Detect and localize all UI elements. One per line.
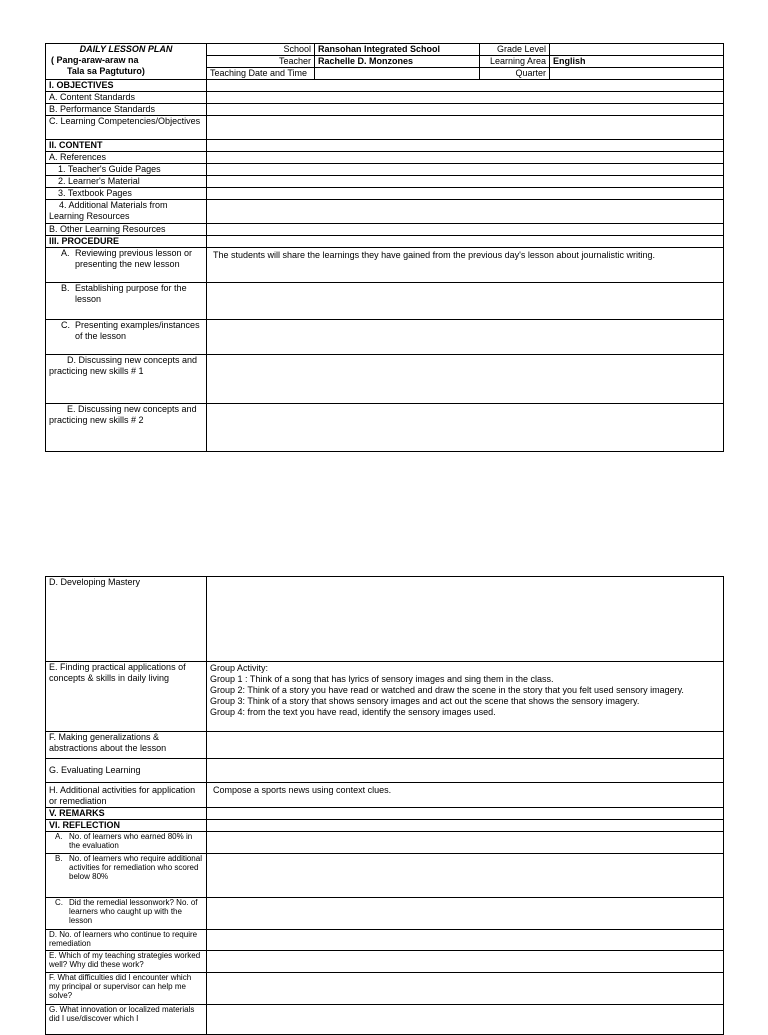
area-value[interactable]: English xyxy=(550,56,724,68)
row-label: B. Other Learning Resources xyxy=(46,224,207,236)
activity-line: Group 1 : Think of a song that has lyrics of sensory images and sing them in the class. xyxy=(210,674,554,684)
lesson-plan-table-page2 xyxy=(45,576,724,1035)
teacher-label: Teacher xyxy=(207,56,315,68)
activity-line: Group 2: Think of a story you have read or watched and draw the scene in the story that you felt used sensory imagery. xyxy=(210,685,684,695)
row-key: B. xyxy=(61,283,70,293)
row-label: A. Content Standards xyxy=(46,92,207,104)
row-value[interactable] xyxy=(207,973,724,1005)
row-key: C. xyxy=(55,898,63,907)
row-value[interactable] xyxy=(207,140,724,152)
row-value[interactable] xyxy=(207,188,724,200)
row-label: II. CONTENT xyxy=(46,140,207,152)
row-key: A. xyxy=(55,832,63,841)
area-label: Learning Area xyxy=(480,56,550,68)
row-key: C. xyxy=(61,320,70,330)
doc-subtitle-2: Tala sa Pagtuturo) xyxy=(67,66,145,76)
row-value[interactable] xyxy=(207,759,724,783)
grade-value[interactable] xyxy=(550,44,724,56)
teacher-value[interactable]: Rachelle D. Monzones xyxy=(315,56,480,68)
quarter-value[interactable] xyxy=(550,68,724,80)
row-label: Did the remedial lessonwork? No. of learners who caught up with the lesson xyxy=(69,898,198,925)
row-value[interactable] xyxy=(207,854,724,898)
row-value[interactable] xyxy=(207,92,724,104)
date-value[interactable] xyxy=(315,68,480,80)
row-label: D. Discussing new concepts and practicing new skills # 1 xyxy=(46,355,207,404)
row-value[interactable] xyxy=(207,577,724,662)
row-value-list[interactable] xyxy=(207,662,724,732)
row-label-cell xyxy=(46,898,207,930)
row-value[interactable] xyxy=(207,898,724,930)
activity-line: Group 4: from the text you have read, identify the sensory images used. xyxy=(210,707,496,717)
row-label: A. References xyxy=(46,152,207,164)
row-label-cell xyxy=(46,854,207,898)
row-label-cell xyxy=(46,283,207,320)
quarter-label: Quarter xyxy=(480,68,550,80)
row-label: D. Developing Mastery xyxy=(46,577,207,662)
row-label: E. Discussing new concepts and practicing new skills # 2 xyxy=(46,404,207,452)
row-label: No. of learners who require additional activities for remediation who scored below 80% xyxy=(69,854,202,881)
header-title-cell xyxy=(46,44,207,80)
row-label: 1. Teacher's Guide Pages xyxy=(46,164,207,176)
grade-label: Grade Level xyxy=(480,44,550,56)
row-label: 3. Textbook Pages xyxy=(46,188,207,200)
row-value[interactable] xyxy=(207,320,724,355)
row-value[interactable] xyxy=(207,732,724,759)
row-value[interactable] xyxy=(207,200,724,224)
row-value[interactable] xyxy=(207,116,724,140)
row-value[interactable] xyxy=(207,236,724,248)
row-value[interactable] xyxy=(207,283,724,320)
row-value[interactable] xyxy=(207,832,724,854)
row-value[interactable] xyxy=(207,808,724,820)
row-key: A. xyxy=(61,248,70,258)
row-label: E. Finding practical applications of concepts & skills in daily living xyxy=(46,662,207,732)
row-value[interactable]: Compose a sports news using context clues. xyxy=(207,783,724,808)
activity-line: Group Activity: xyxy=(210,663,269,673)
row-label: Reviewing previous lesson or presenting the new lesson xyxy=(75,248,193,269)
activity-line: Group 3: Think of a story that shows sensory images and act out the scene that shows the sensory imagery. xyxy=(210,696,640,706)
row-value[interactable] xyxy=(207,404,724,452)
row-label: No. of learners who earned 80% in the evaluation xyxy=(69,832,193,850)
date-label: Teaching Date and Time xyxy=(207,68,315,80)
row-label-cell xyxy=(46,832,207,854)
row-label-cell xyxy=(46,320,207,355)
row-value[interactable] xyxy=(207,176,724,188)
row-label: C. Learning Competencies/Objectives xyxy=(46,116,207,140)
row-label: Presenting examples/instances of the lesson xyxy=(75,320,200,341)
doc-subtitle-1: ( Pang-araw-araw na xyxy=(51,55,139,65)
row-value[interactable]: The students will share the learnings they have gained from the previous day's lesson about journalistic writing. xyxy=(207,248,724,283)
row-label-cell xyxy=(46,248,207,283)
row-label: 2. Learner's Material xyxy=(46,176,207,188)
row-label: D. No. of learners who continue to require remediation xyxy=(46,930,207,951)
row-label: Establishing purpose for the lesson xyxy=(75,283,187,304)
row-label: G. What innovation or localized materials did I use/discover which I xyxy=(46,1005,207,1035)
row-label: F. Making generalizations & abstractions about the lesson xyxy=(46,732,207,759)
lesson-plan-table-page1 xyxy=(45,43,724,452)
row-value[interactable] xyxy=(207,224,724,236)
row-value[interactable] xyxy=(207,104,724,116)
school-label: School xyxy=(207,44,315,56)
row-value[interactable] xyxy=(207,152,724,164)
row-value[interactable] xyxy=(207,930,724,951)
row-label: H. Additional activities for application or remediation xyxy=(46,783,207,808)
doc-title: DAILY LESSON PLAN xyxy=(79,44,173,54)
row-label: E. Which of my teaching strategies worked well? Why did these work? xyxy=(46,951,207,973)
row-value[interactable] xyxy=(207,164,724,176)
school-value[interactable]: Ransohan Integrated School xyxy=(315,44,480,56)
row-key: B. xyxy=(55,854,63,863)
row-value[interactable] xyxy=(207,80,724,92)
row-label: B. Performance Standards xyxy=(46,104,207,116)
row-label: F. What difficulties did I encounter which my principal or supervisor can help me solve? xyxy=(46,973,207,1005)
row-label: III. PROCEDURE xyxy=(46,236,207,248)
row-label: G. Evaluating Learning xyxy=(46,759,207,783)
row-label: 4. Additional Materials from Learning Resources xyxy=(46,200,207,224)
row-value[interactable] xyxy=(207,951,724,973)
row-label: V. REMARKS xyxy=(46,808,207,820)
row-value[interactable] xyxy=(207,820,724,832)
row-label: I. OBJECTIVES xyxy=(46,80,207,92)
row-value[interactable] xyxy=(207,355,724,404)
row-label: VI. REFLECTION xyxy=(46,820,207,832)
row-value[interactable] xyxy=(207,1005,724,1035)
